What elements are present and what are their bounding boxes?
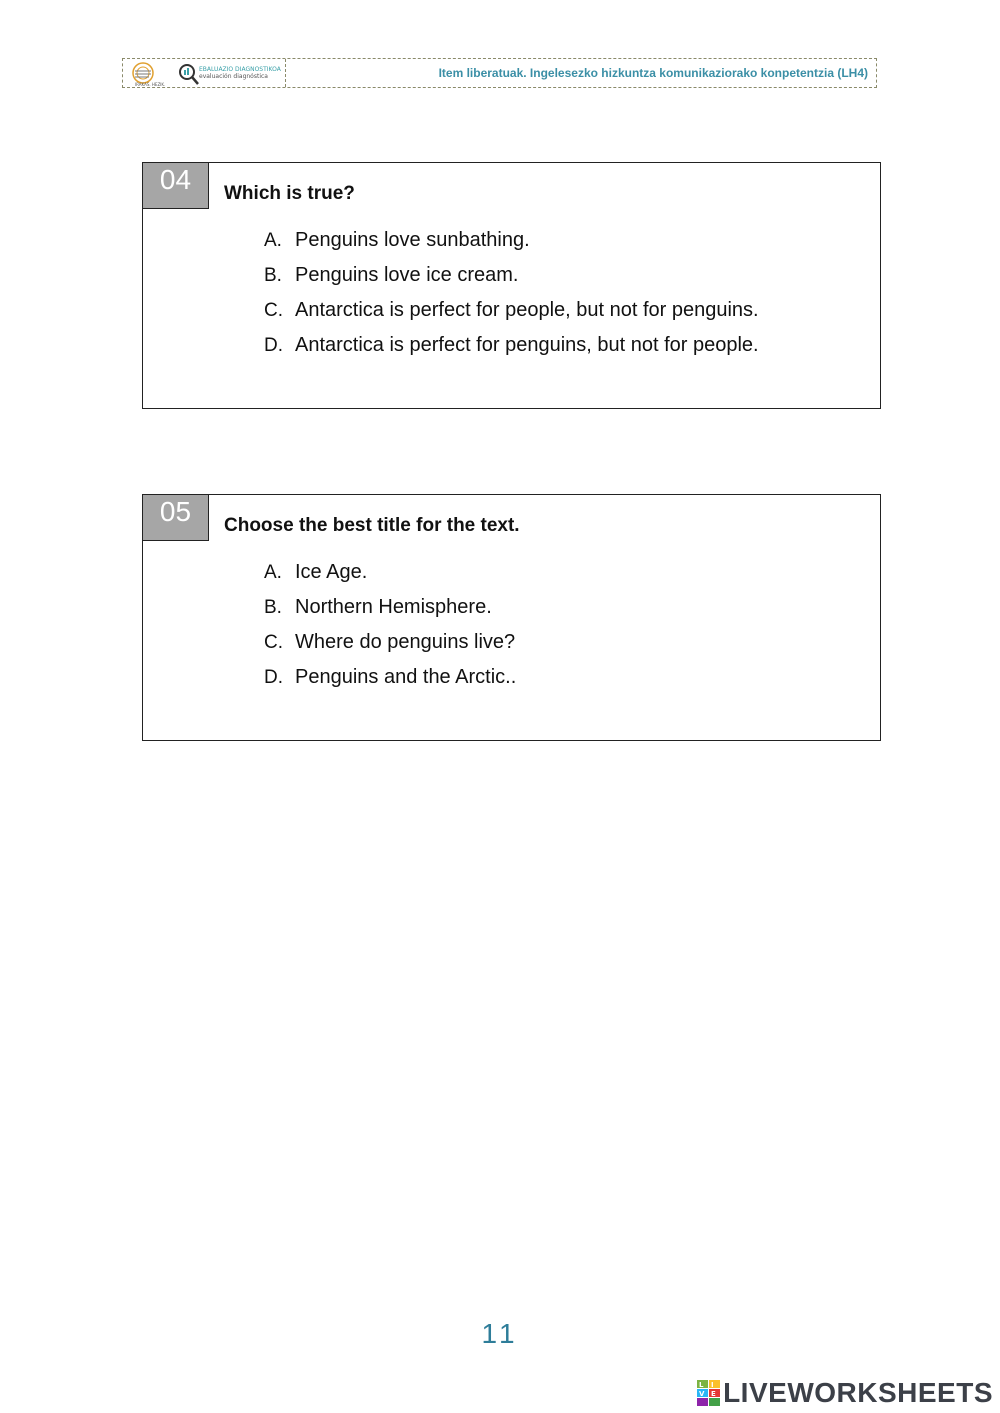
liveworksheets-icon: [697, 1380, 721, 1406]
question-box-05: [142, 494, 881, 741]
liveworksheets-logo[interactable]: [697, 1378, 993, 1408]
answer-option-a[interactable]: [264, 561, 516, 596]
option-text: Antarctica is perfect for penguins, but not for people.: [295, 334, 759, 356]
logo-text-line1: EBALUAZIO DIAGNOSTIKOA: [199, 66, 281, 73]
answer-option-c[interactable]: [264, 299, 759, 334]
option-letter: D.: [264, 335, 283, 356]
option-text: Antarctica is perfect for people, but not for penguins.: [295, 299, 759, 321]
option-letter: C.: [264, 300, 283, 321]
svg-text:L: L: [699, 1381, 704, 1389]
option-letter: D.: [264, 667, 283, 688]
answer-option-b[interactable]: [264, 264, 759, 299]
svg-text:I: I: [711, 1381, 714, 1389]
answer-option-d[interactable]: [264, 334, 759, 369]
option-text: Penguins love ice cream.: [295, 264, 519, 286]
svg-text:E: E: [711, 1390, 716, 1398]
question-prompt: Choose the best title for the text.: [224, 515, 520, 536]
answer-option-c[interactable]: [264, 631, 516, 666]
answer-option-b[interactable]: [264, 596, 516, 631]
header-title: Item liberatuak. Ingelesezko hizkuntza komunikaziorako konpetentzia (LH4): [438, 66, 868, 80]
answer-options: [264, 229, 759, 369]
option-letter: A.: [264, 230, 282, 251]
header-divider: [285, 59, 286, 87]
option-text: Ice Age.: [295, 561, 368, 583]
option-text: Northern Hemisphere.: [295, 596, 492, 618]
question-box-04: [142, 162, 881, 409]
option-text: Penguins and the Arctic..: [295, 666, 517, 688]
option-letter: C.: [264, 632, 283, 653]
question-prompt: Which is true?: [224, 183, 355, 204]
question-number-badge: 04: [143, 163, 209, 209]
answer-option-a[interactable]: [264, 229, 759, 264]
logo-caption: IRAKAS. HEZIK.: [135, 82, 166, 87]
option-letter: A.: [264, 562, 282, 583]
page-number: 11: [481, 1318, 519, 1349]
option-letter: B.: [264, 597, 282, 618]
option-text: Penguins love sunbathing.: [295, 229, 530, 251]
answer-option-d[interactable]: [264, 666, 516, 701]
answer-options: [264, 561, 516, 701]
document-header: [122, 58, 877, 88]
logo-text-line2: evaluación diagnóstica: [199, 73, 268, 80]
option-text: Where do penguins live?: [295, 631, 516, 653]
magnifier-logo-icon: [177, 62, 201, 86]
option-letter: B.: [264, 265, 282, 286]
liveworksheets-brand-text: LIVEWORKSHEETS: [723, 1377, 993, 1408]
svg-text:V: V: [699, 1390, 705, 1398]
question-number-badge: 05: [143, 495, 209, 541]
